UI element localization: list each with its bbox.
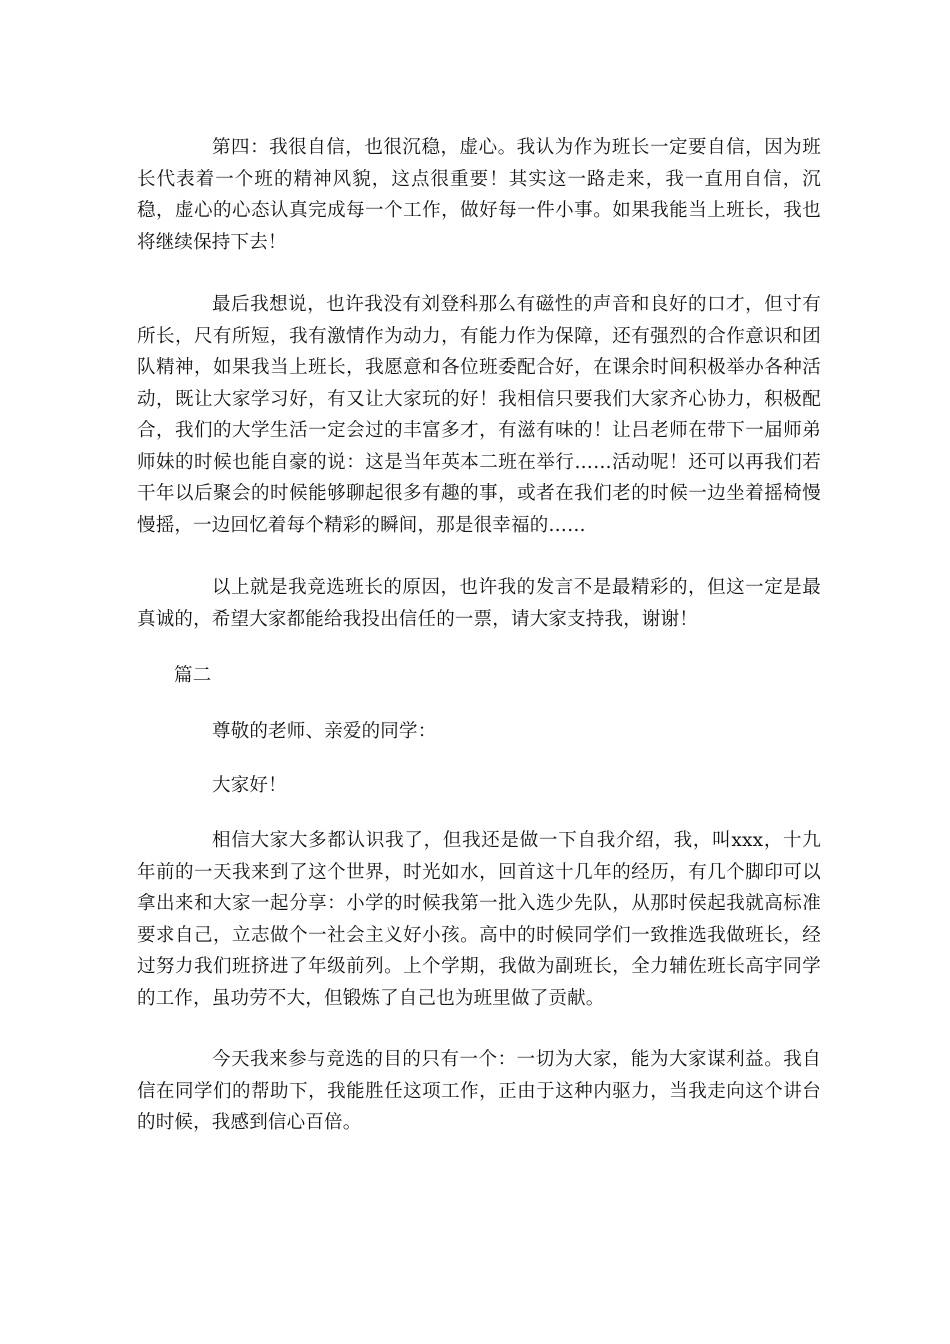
section-heading: 篇二 xyxy=(174,665,212,686)
paragraph-greeting: 大家好！ xyxy=(212,775,287,796)
paragraph-self-introduction: 相信大家大多都认识我了，但我还是做一下自我介绍，我，叫xxx，十九年前的一天我来到了这个世界，时光如水，回首这十几年的经历，有几个脚印可以拿出来和大家一起分享：小学的时候我第一批入选少先队，从那时侯起我就高标准要求自己，立志做个一社会主义好小孩。高中的时候同学们一致推选我做班长，经过努力我们班挤进了年级前列。上个学期，我做为副班长，全力辅佐班长高宇同学的工作，虽功劳不大，但锻炼了自己也为班里做了贡献。 xyxy=(137,830,821,1009)
paragraph-closing-remarks: 最后我想说，也许我没有刘登科那么有磁性的声音和良好的口才，但寸有所长，尺有所短，我有激情作为动力，有能力作为保障，还有强烈的合作意识和团队精神，如果我当上班长，我愿意和各位班委配合好，在课余时间积极举办各种活动，既让大家学习好，有又让大家玩的好！我相信只要我们大家齐心协力，积极配合，我们的大学生活一定会过的丰富多才，有滋有味的！让吕老师在带下一届师弟师妹的时候也能自豪的说：这是当年英本二班在举行……活动呢！还可以再我们若干年以后聚会的时候能够聊起很多有趣的事，或者在我们老的时候一边坐着摇椅慢慢摇，一边回忆着每个精彩的瞬间，那是很幸福的…… xyxy=(137,294,821,536)
paragraph-self-confidence: 第四：我很自信，也很沉稳，虚心。我认为作为班长一定要自信，因为班长代表着一个班的精神风貌，这点很重要！其实这一路走来，我一直用自信，沉稳，虚心的心态认真完成每一个工作，做好每一件小事。如果我能当上班长，我也将继续保持下去！ xyxy=(137,137,821,253)
paragraph-salutation: 尊敬的老师、亲爱的同学： xyxy=(212,721,437,742)
paragraph-conclusion: 以上就是我竞选班长的原因，也许我的发言不是最精彩的，但这一定是最真诚的，希望大家都能给我投出信任的一票，请大家支持我，谢谢！ xyxy=(137,577,821,630)
paragraph-campaign-goal: 今天我来参与竞选的目的只有一个：一切为大家，能为大家谋利益。我自信在同学们的帮助下，我能胜任这项工作，正由于这种内驱力，当我走向这个讲台的时候，我感到信心百倍。 xyxy=(137,1049,821,1133)
